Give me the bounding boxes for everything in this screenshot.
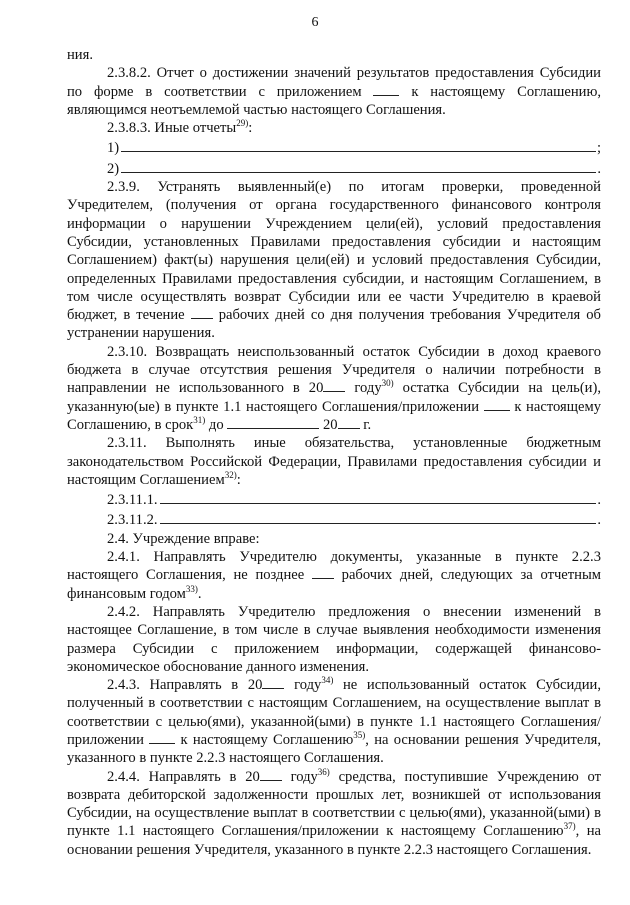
paragraph-2-4-3 xyxy=(67,676,601,767)
text: ния. xyxy=(67,47,93,63)
footnote-ref: 30) xyxy=(381,378,394,389)
text: рабочих дней со дня получения требования Учредителя об устранении нарушения. xyxy=(67,307,601,342)
text: , на основании решения Учредителя, указанного в пункте 2.2.3 настоящего Соглашения. xyxy=(67,731,601,767)
footnote-ref: 36) xyxy=(317,766,330,777)
blank-line-item-2 xyxy=(67,158,601,178)
text: к настоящему Соглашению, в срок xyxy=(67,398,601,433)
text: 2.4.1. Направлять Учредителю документы, указанные в пункте 2.2.3 настоящего Соглашения, не позднее xyxy=(67,549,601,584)
blank-line-item-2-3-11-1 xyxy=(67,489,601,509)
text: к настоящему Соглашению, являющимся неотъемлемой частью настоящего Соглашения. xyxy=(67,83,602,118)
text: средства, поступившие Учреждению от возврата дебиторской задолженности прошлых лет, возникшей от использования Субсидии, на осуществление выплат в соответствии с целью(ями), указанной(ыми) в пункте 1.1 настоящего Соглашения/приложении к настоящему Соглашению xyxy=(67,768,601,840)
blank-field xyxy=(484,398,510,411)
blank-field xyxy=(260,768,282,781)
line-end: . xyxy=(597,492,601,509)
paragraph-2-4-1 xyxy=(67,548,601,603)
text: 2.3.10. Возвращать неиспользованный остаток Субсидии в доход краевого бюджета в случае отсутствия решения Учредителя о наличии потребности в направлении не использованного в 20 xyxy=(67,343,601,397)
blank-line xyxy=(121,137,596,152)
blank-field xyxy=(149,731,175,744)
text: 2.4.2. Направлять Учредителю предложения о внесении изменений в настоящее Соглашение, в том числе в случае выявления необходимости изменения размера Субсидии с приложением информации, содержащей финансово-экономическое обоснование данного изменения. xyxy=(67,603,601,675)
blank-line xyxy=(121,158,596,173)
document-body xyxy=(67,46,601,859)
line-end: ; xyxy=(596,140,601,157)
text: 2.4.4. Направлять в 20 xyxy=(107,768,260,785)
footnote-ref: 34) xyxy=(321,675,334,686)
blank-line xyxy=(160,509,597,524)
text: году xyxy=(345,380,382,397)
line-end: . xyxy=(597,512,601,529)
blank-field xyxy=(262,676,284,689)
footnote-ref: 37) xyxy=(563,821,576,832)
line-label: 2) xyxy=(107,160,120,177)
text: рабочих дней, следующих за отчетным финансовым годом xyxy=(67,567,601,602)
line-label: 1) xyxy=(107,140,120,157)
text: остатка Субсидии на цель(и), указанную(ые) в пункте 1.1 настоящего Соглашения/приложении xyxy=(67,380,601,415)
blank-line-item-2-3-11-2 xyxy=(67,509,601,529)
text: году xyxy=(284,677,322,694)
text: не использованный остаток Субсидии, полученный в соответствии с настоящим Соглашением, на осуществление выплат в соответствии с целью(ями), указанной(ыми) в пункте 1.1 настоящего Соглашения/приложении xyxy=(67,677,602,748)
text: 20 xyxy=(319,416,338,433)
paragraph-continuation xyxy=(67,46,601,64)
text: 2.3.11. Выполнять иные обязательства, установленные бюджетным законодательством Российской Федерации, Правилами предоставления субсидии и настоящим Соглашением xyxy=(67,435,601,488)
blank-field xyxy=(373,83,399,96)
blank-field xyxy=(312,566,334,579)
text: 2.3.8.3. Иные отчеты xyxy=(107,120,237,137)
paragraph-2-4-2 xyxy=(67,603,601,676)
line-label: 2.3.11.1. xyxy=(107,492,158,509)
text: 2.3.9. Устранять выявленный(е) по итогам проверки, проведенной Учредителем, (получения от органа государственного финансового контроля информации о нарушении Учреждением цели(ей), условий предоставления Субсидии, установленных Правилами предоставления субсидии и настоящим Соглашением) факт(ы) нарушения цели(ей) и условий предоставления Субсидии, определенных Правилами предоставления субсидии, и настоящим Соглашением, в том числе осуществлять возврат Субсидии или ее части Учредителю в краевой бюджет, в течение xyxy=(67,179,601,324)
text: : xyxy=(236,471,241,488)
line-end: . xyxy=(597,160,601,177)
footnote-ref: 31) xyxy=(193,415,206,426)
page-number: 6 xyxy=(311,15,319,30)
paragraph-2-3-9 xyxy=(67,178,601,343)
text: к настоящему Соглашению xyxy=(175,731,354,748)
blank-field xyxy=(338,416,360,429)
blank-field xyxy=(323,379,345,392)
paragraph-2-3-8-2 xyxy=(67,64,601,119)
text: г. xyxy=(359,416,372,433)
footnote-ref: 33) xyxy=(185,583,198,594)
text: 2.3.8.2. Отчет о достижении значений результатов предоставления Субсидии по форме в соответствии с приложением xyxy=(67,65,601,100)
section-heading-2-4 xyxy=(67,530,601,548)
text: : xyxy=(248,120,253,137)
paragraph-2-3-11 xyxy=(67,434,601,489)
text: 2.4.3. Направлять в 20 xyxy=(107,677,263,694)
text: до xyxy=(205,416,228,433)
blank-field xyxy=(227,416,319,429)
footnote-ref: 32) xyxy=(224,469,237,480)
blank-field xyxy=(191,306,213,319)
blank-line xyxy=(160,489,597,504)
footnote-ref: 29) xyxy=(236,118,249,129)
text: . xyxy=(197,585,202,602)
paragraph-2-3-8-3 xyxy=(67,119,601,137)
text: году xyxy=(281,768,318,785)
paragraph-2-3-10 xyxy=(67,343,601,434)
text: 2.4. Учреждение вправе: xyxy=(107,530,260,547)
text: , на основании решения Учредителя, указанного в пункте 2.2.3 настоящего Соглашения. xyxy=(67,823,601,858)
blank-line-item-1 xyxy=(67,137,601,157)
paragraph-2-4-4 xyxy=(67,768,601,859)
footnote-ref: 35) xyxy=(353,730,366,741)
line-label: 2.3.11.2. xyxy=(107,512,158,529)
